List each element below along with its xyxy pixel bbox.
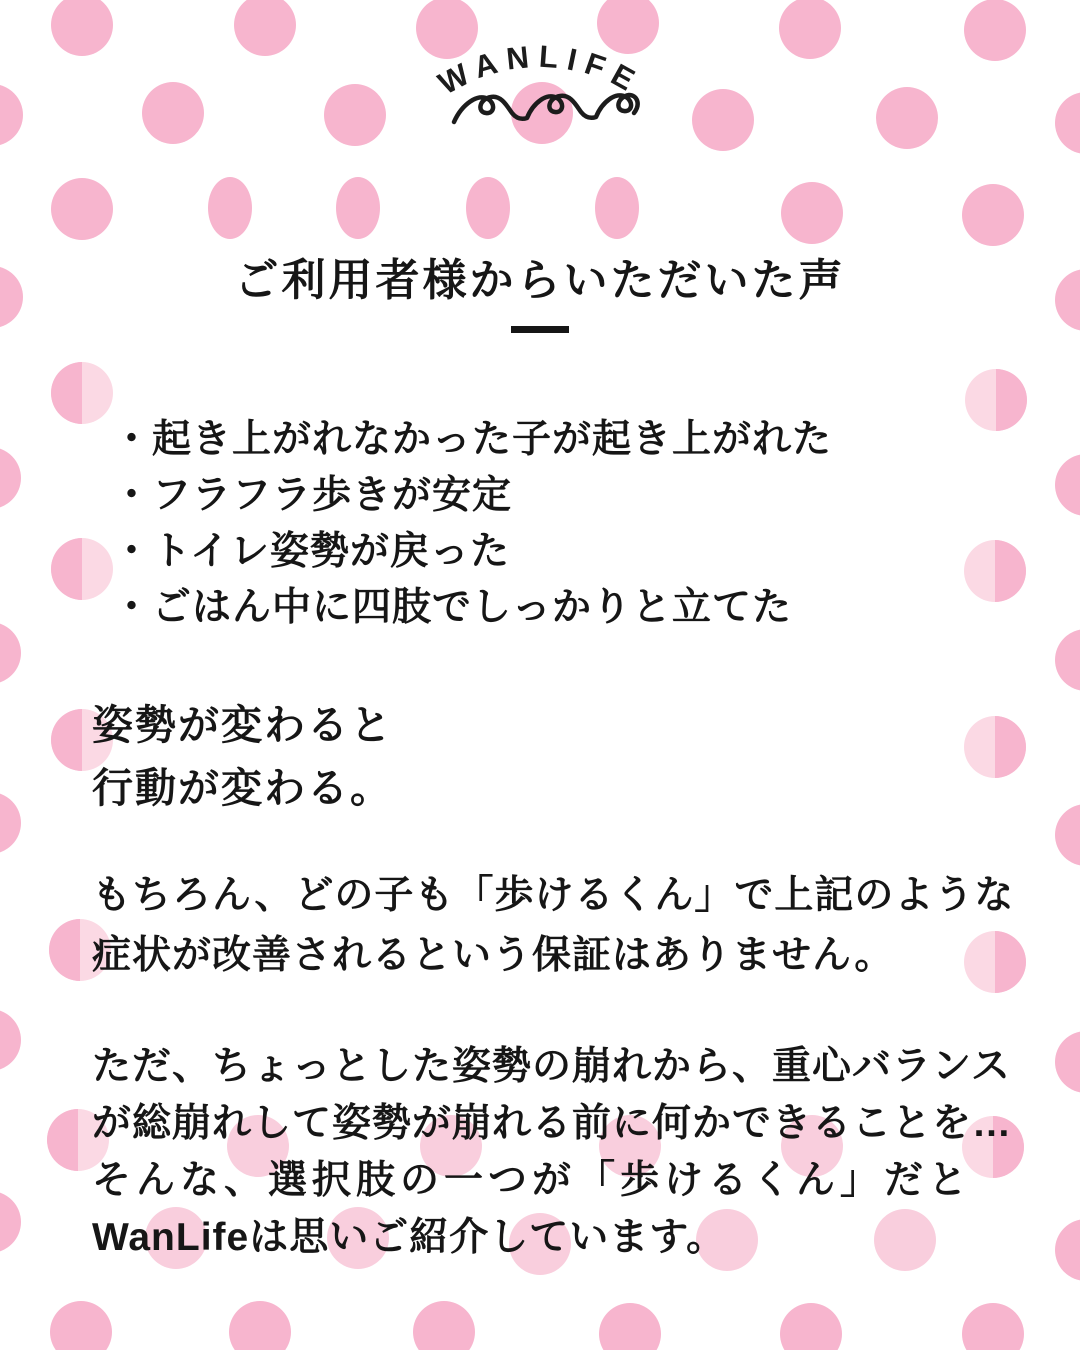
text-line: ・フラフラ歩きが安定 bbox=[112, 474, 513, 517]
logo-text: WANLIFE bbox=[432, 38, 648, 102]
text-line: ・ごはん中に四肢でしっかりと立てた bbox=[112, 586, 793, 629]
paragraph-closing bbox=[92, 1038, 1012, 1266]
text-line: が総崩れして姿勢が崩れる前に何かできることを… bbox=[92, 1102, 1013, 1145]
paragraph-posture-change bbox=[92, 694, 393, 820]
text-line: 姿勢が変わると bbox=[92, 702, 393, 748]
text-line: もちろん、どの子も「歩けるくん」で上記のような bbox=[92, 874, 1015, 917]
text-line: ただ、ちょっとした姿勢の崩れから、重心バランス bbox=[92, 1045, 1011, 1088]
page-title: ご利用者様からいただいた声 bbox=[234, 256, 846, 305]
testimonial-list bbox=[112, 412, 832, 636]
paragraph-disclaimer bbox=[92, 866, 1014, 986]
text-line: ・トイレ姿勢が戻った bbox=[112, 530, 511, 573]
triple-loop-flourish-icon bbox=[454, 95, 638, 122]
text-line: WanLifeは思いご紹介しています。 bbox=[92, 1216, 727, 1259]
title-underline bbox=[511, 326, 569, 333]
text-line: 行動が変わる。 bbox=[92, 765, 393, 811]
wanlife-logo bbox=[0, 0, 1080, 160]
text-line: ・起き上がれなかった子が起き上がれた bbox=[112, 418, 833, 461]
text-line: そんな、選択肢の一つが「歩けるくん」だと bbox=[92, 1159, 973, 1202]
text-line: 症状が改善されるという保証はありません。 bbox=[92, 934, 895, 977]
